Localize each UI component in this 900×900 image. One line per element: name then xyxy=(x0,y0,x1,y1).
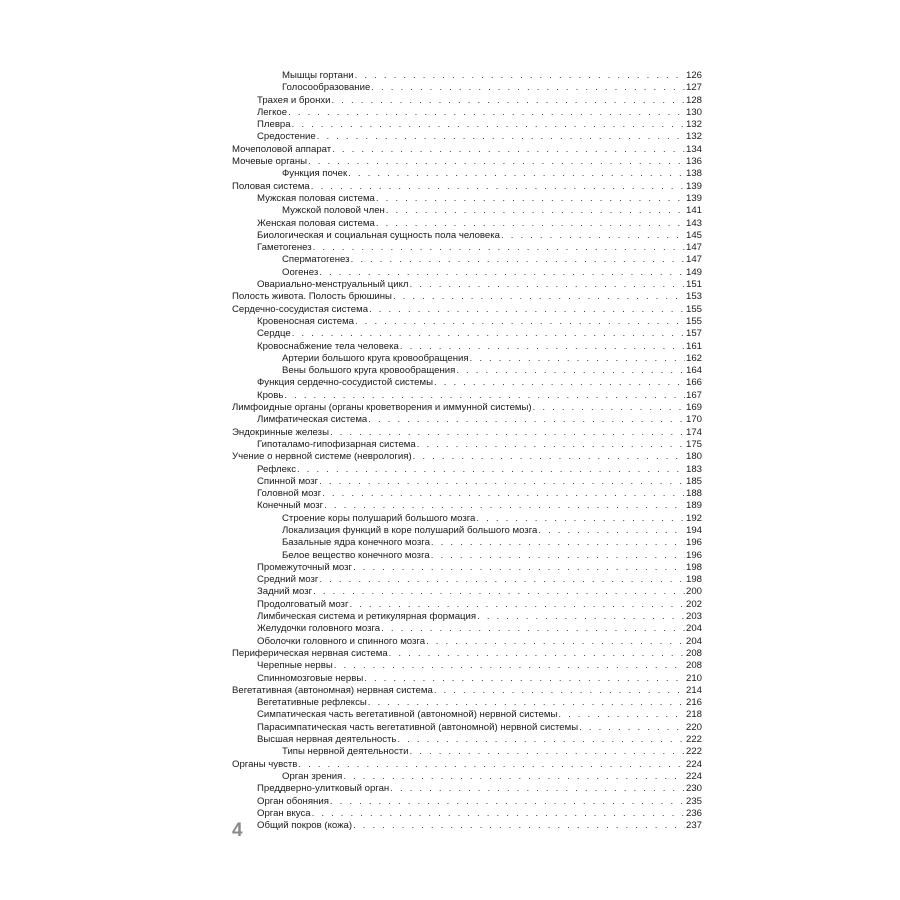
toc-dot-leader xyxy=(311,181,685,193)
toc-entry-title: Учение о нервной системе (неврология) xyxy=(232,451,412,463)
toc-entry-page: 162 xyxy=(685,352,702,364)
toc-entry-page: 180 xyxy=(685,451,702,463)
toc-entry-title: Мышцы гортани xyxy=(282,70,354,81)
toc-entry xyxy=(232,267,702,279)
toc-entry-title: Органы чувств xyxy=(232,758,298,770)
toc-entry xyxy=(232,279,702,291)
toc-entry-title: Плевра xyxy=(257,119,291,131)
toc-dot-leader xyxy=(351,254,685,266)
toc-entry-title: Оболочки головного и спинного мозга xyxy=(257,635,426,647)
toc-dot-leader xyxy=(533,402,685,414)
toc-entry-title: Конечный мозг xyxy=(257,500,324,512)
toc-entry-title: Полость живота. Полость брюшины xyxy=(232,291,392,303)
toc-entry-page: 183 xyxy=(685,463,702,475)
toc-entry-title: Спинномозговые нервы xyxy=(257,672,364,684)
toc-dot-leader xyxy=(355,316,685,328)
toc-entry-title: Орган обоняния xyxy=(257,795,329,807)
toc-entry-title: Черепные нервы xyxy=(257,660,333,672)
toc-entry xyxy=(232,230,702,242)
toc-entry-title: Задний мозг xyxy=(257,586,313,598)
toc-dot-leader xyxy=(476,513,685,525)
toc-entry-title: Кровеносная система xyxy=(257,315,355,327)
toc-dot-leader xyxy=(288,107,685,119)
toc-dot-leader xyxy=(389,648,685,660)
toc-entry-page: 188 xyxy=(685,488,702,500)
toc-dot-leader xyxy=(313,242,685,254)
toc-entry xyxy=(232,648,702,660)
toc-entry-title: Симпатическая часть вегетативной (автономной) нервной системы xyxy=(257,709,558,721)
toc-entry xyxy=(232,328,702,340)
toc-dot-leader xyxy=(349,599,685,611)
toc-dot-leader xyxy=(330,427,685,439)
toc-entry-title: Функция почек xyxy=(282,168,348,180)
toc-entry-title: Локализация функций в коре полушарий большого мозга xyxy=(282,524,538,536)
toc-dot-leader xyxy=(371,82,685,94)
toc-entry-title: Половая система xyxy=(232,180,310,192)
toc-entry-title: Сперматогенез xyxy=(282,254,350,266)
toc-dot-leader xyxy=(426,636,685,648)
toc-entry xyxy=(232,181,702,193)
toc-entry-page: 127 xyxy=(685,82,702,94)
toc-entry xyxy=(232,304,702,316)
toc-entry-title: Орган вкуса xyxy=(257,807,311,819)
toc-entry-title: Лимфоидные органы (органы кроветворения и иммунной системы) xyxy=(232,402,532,414)
toc-entry xyxy=(232,746,702,758)
toc-dot-leader xyxy=(538,525,685,537)
toc-dot-leader xyxy=(386,205,685,217)
toc-entry xyxy=(232,144,702,156)
toc-entry xyxy=(232,193,702,205)
toc-entry-page: 196 xyxy=(685,549,702,561)
toc-entry-page: 132 xyxy=(685,131,702,143)
toc-dot-leader xyxy=(308,156,685,168)
toc-entry-title: Парасимпатическая часть вегетативной (автономной) нервной системы xyxy=(257,721,579,733)
toc-entry-page: 138 xyxy=(685,168,702,180)
toc-entry-page: 194 xyxy=(685,524,702,536)
toc-dot-leader xyxy=(434,685,685,697)
toc-entry-page: 143 xyxy=(685,217,702,229)
page-number: 4 xyxy=(232,820,243,841)
toc-entry xyxy=(232,439,702,451)
toc-dot-leader xyxy=(368,697,685,709)
toc-entry-page: 218 xyxy=(685,709,702,721)
toc-dot-leader xyxy=(558,709,685,721)
toc-entry xyxy=(232,390,702,402)
toc-entry-page: 169 xyxy=(685,402,702,414)
toc-dot-leader xyxy=(381,623,685,635)
toc-entry xyxy=(232,796,702,808)
toc-dot-leader xyxy=(319,476,685,488)
toc-entry-title: Периферическая нервная система xyxy=(232,647,388,659)
toc-dot-leader xyxy=(317,131,685,143)
toc-entry-title: Промежуточный мозг xyxy=(257,561,353,573)
toc-dot-leader xyxy=(413,451,685,463)
toc-entry-title: Гипоталамо-гипофизарная система xyxy=(257,438,416,450)
toc-entry-page: 134 xyxy=(685,143,702,155)
toc-dot-leader xyxy=(456,365,685,377)
toc-entry-title: Общий покров (кожа) xyxy=(257,820,353,832)
toc-entry-page: 153 xyxy=(685,291,702,303)
toc-entry xyxy=(232,574,702,586)
toc-dot-leader xyxy=(397,734,685,746)
toc-dot-leader xyxy=(332,95,685,107)
toc-entry xyxy=(232,254,702,266)
toc-entry-page: 208 xyxy=(685,660,702,672)
toc-dot-leader xyxy=(393,291,685,303)
toc-entry xyxy=(232,82,702,94)
toc-entry-page: 200 xyxy=(685,586,702,598)
toc-entry-page: 132 xyxy=(685,119,702,131)
toc-entry-title: Эндокринные железы xyxy=(232,426,329,438)
toc-entry-title: Оогенез xyxy=(282,266,319,278)
toc-entry-title: Кровь xyxy=(257,389,284,401)
toc-dot-leader xyxy=(322,488,685,500)
toc-entry-page: 210 xyxy=(685,672,702,684)
toc-dot-leader xyxy=(330,796,685,808)
toc-dot-leader xyxy=(319,574,685,586)
toc-entry-title: Мочевые органы xyxy=(232,156,308,168)
toc-entry-title: Мочеполовой аппарат xyxy=(232,143,332,155)
toc-entry-page: 155 xyxy=(685,315,702,327)
toc-entry xyxy=(232,488,702,500)
toc-entry-title: Гаметогенез xyxy=(257,242,312,254)
toc-entry-title: Строение коры полушарий большого мозга xyxy=(282,512,476,524)
toc-entry-page: 130 xyxy=(685,106,702,118)
toc-dot-leader xyxy=(297,464,685,476)
toc-entry-page: 155 xyxy=(685,303,702,315)
toc-entry-page: 202 xyxy=(685,598,702,610)
toc-entry xyxy=(232,218,702,230)
toc-entry-page: 236 xyxy=(685,807,702,819)
table-of-contents xyxy=(232,70,702,832)
toc-entry-title: Биологическая и социальная сущность пола человека xyxy=(257,229,500,241)
toc-entry-title: Сердце xyxy=(257,328,291,340)
toc-entry xyxy=(232,119,702,131)
toc-entry xyxy=(232,550,702,562)
toc-dot-leader xyxy=(376,218,685,230)
toc-dot-leader xyxy=(470,353,685,365)
toc-entry xyxy=(232,808,702,820)
toc-entry-title: Мужская половая система xyxy=(257,192,375,204)
toc-entry-title: Функция сердечно-сосудистой системы xyxy=(257,377,433,389)
toc-entry-page: 208 xyxy=(685,647,702,659)
toc-entry xyxy=(232,168,702,180)
toc-entry-title: Базальные ядра конечного мозга xyxy=(282,537,430,549)
toc-entry-page: 164 xyxy=(685,365,702,377)
toc-entry-page: 203 xyxy=(685,611,702,623)
toc-entry-title: Преддверно-улитковый орган xyxy=(257,783,390,795)
toc-entry-page: 192 xyxy=(685,512,702,524)
toc-entry xyxy=(232,709,702,721)
toc-dot-leader xyxy=(319,267,685,279)
toc-entry xyxy=(232,365,702,377)
toc-entry-page: 224 xyxy=(685,770,702,782)
toc-entry-title: Трахея и бронхи xyxy=(257,94,331,106)
toc-entry xyxy=(232,476,702,488)
toc-entry-title: Белое вещество конечного мозга xyxy=(282,549,430,561)
toc-dot-leader xyxy=(313,586,685,598)
toc-dot-leader xyxy=(355,70,685,82)
toc-dot-leader xyxy=(501,230,685,242)
toc-entry xyxy=(232,562,702,574)
toc-entry xyxy=(232,131,702,143)
toc-entry-title: Средостение xyxy=(257,131,316,143)
toc-dot-leader xyxy=(292,328,685,340)
toc-entry xyxy=(232,783,702,795)
toc-entry-page: 139 xyxy=(685,192,702,204)
toc-entry xyxy=(232,513,702,525)
toc-entry-title: Спинной мозг xyxy=(257,475,319,487)
toc-entry-page: 198 xyxy=(685,561,702,573)
toc-entry-page: 204 xyxy=(685,623,702,635)
toc-dot-leader xyxy=(417,439,685,451)
toc-dot-leader xyxy=(410,279,685,291)
toc-dot-leader xyxy=(477,611,685,623)
toc-dot-leader xyxy=(353,562,685,574)
toc-entry xyxy=(232,377,702,389)
toc-entry-page: 141 xyxy=(685,205,702,217)
toc-entry-page: 151 xyxy=(685,279,702,291)
toc-entry-title: Высшая нервная деятельность xyxy=(257,734,397,746)
toc-dot-leader xyxy=(376,193,685,205)
toc-entry xyxy=(232,95,702,107)
toc-entry xyxy=(232,464,702,476)
toc-entry xyxy=(232,402,702,414)
toc-dot-leader xyxy=(369,304,685,316)
toc-entry xyxy=(232,685,702,697)
toc-dot-leader xyxy=(434,377,685,389)
toc-entry-title: Вены большого круга кровообращения xyxy=(282,365,456,377)
toc-dot-leader xyxy=(364,673,685,685)
toc-entry-title: Вегетативная (автономная) нервная система xyxy=(232,684,433,696)
toc-entry-title: Мужской половой член xyxy=(282,205,385,217)
toc-entry-title: Головной мозг xyxy=(257,488,322,500)
toc-entry xyxy=(232,316,702,328)
toc-entry xyxy=(232,599,702,611)
toc-entry-page: 230 xyxy=(685,783,702,795)
toc-entry xyxy=(232,722,702,734)
toc-entry-title: Овариально-менструальный цикл xyxy=(257,279,409,291)
toc-entry-title: Орган зрения xyxy=(282,770,343,782)
toc-entry xyxy=(232,820,702,832)
toc-entry xyxy=(232,623,702,635)
toc-entry xyxy=(232,611,702,623)
toc-entry-page: 126 xyxy=(685,70,702,81)
toc-entry-page: 174 xyxy=(685,426,702,438)
toc-entry-page: 216 xyxy=(685,697,702,709)
toc-entry xyxy=(232,537,702,549)
toc-entry xyxy=(232,427,702,439)
toc-entry xyxy=(232,697,702,709)
toc-entry-title: Женская половая система xyxy=(257,217,375,229)
toc-entry-page: 224 xyxy=(685,758,702,770)
toc-entry-page: 147 xyxy=(685,242,702,254)
toc-dot-leader xyxy=(431,550,685,562)
toc-entry xyxy=(232,673,702,685)
toc-entry-page: 237 xyxy=(685,820,702,832)
toc-entry xyxy=(232,771,702,783)
toc-dot-leader xyxy=(431,537,685,549)
toc-entry-title: Средний мозг xyxy=(257,574,319,586)
toc-entry-title: Артерии большого круга кровообращения xyxy=(282,352,469,364)
toc-entry xyxy=(232,759,702,771)
toc-dot-leader xyxy=(579,722,685,734)
toc-entry-title: Продолговатый мозг xyxy=(257,598,349,610)
toc-entry-page: 196 xyxy=(685,537,702,549)
toc-entry-title: Рефлекс xyxy=(257,463,297,475)
toc-entry-title: Лимфатическая система xyxy=(257,414,368,426)
toc-entry xyxy=(232,353,702,365)
toc-entry-page: 214 xyxy=(685,684,702,696)
toc-dot-leader xyxy=(334,660,685,672)
toc-entry xyxy=(232,70,702,82)
toc-entry-page: 145 xyxy=(685,229,702,241)
toc-dot-leader xyxy=(400,341,685,353)
toc-entry-page: 139 xyxy=(685,180,702,192)
toc-entry xyxy=(232,734,702,746)
toc-dot-leader xyxy=(390,783,685,795)
toc-dot-leader xyxy=(312,808,685,820)
toc-entry xyxy=(232,242,702,254)
toc-entry xyxy=(232,500,702,512)
toc-entry-page: 167 xyxy=(685,389,702,401)
toc-entry xyxy=(232,586,702,598)
toc-entry xyxy=(232,205,702,217)
toc-entry-page: 185 xyxy=(685,475,702,487)
toc-dot-leader xyxy=(353,820,685,832)
toc-entry-page: 175 xyxy=(685,438,702,450)
toc-entry xyxy=(232,414,702,426)
toc-dot-leader xyxy=(410,746,685,758)
toc-entry-page: 235 xyxy=(685,795,702,807)
toc-entry xyxy=(232,451,702,463)
toc-dot-leader xyxy=(368,414,685,426)
toc-entry-page: 166 xyxy=(685,377,702,389)
toc-entry-page: 147 xyxy=(685,254,702,266)
toc-entry-title: Желудочки головного мозга xyxy=(257,623,381,635)
toc-entry-title: Легкое xyxy=(257,106,288,118)
toc-dot-leader xyxy=(332,144,685,156)
toc-entry-page: 222 xyxy=(685,746,702,758)
toc-entry-page: 220 xyxy=(685,721,702,733)
toc-dot-leader xyxy=(348,168,685,180)
toc-entry-page: 161 xyxy=(685,340,702,352)
toc-entry-page: 189 xyxy=(685,500,702,512)
toc-entry-title: Вегетативные рефлексы xyxy=(257,697,367,709)
toc-dot-leader xyxy=(324,500,685,512)
toc-dot-leader xyxy=(284,390,685,402)
toc-entry-title: Лимбическая система и ретикулярная формация xyxy=(257,611,477,623)
toc-entry-page: 222 xyxy=(685,734,702,746)
toc-entry xyxy=(232,156,702,168)
toc-entry-page: 198 xyxy=(685,574,702,586)
toc-entry-page: 157 xyxy=(685,328,702,340)
toc-dot-leader xyxy=(343,771,685,783)
toc-entry xyxy=(232,636,702,648)
toc-entry-title: Голосообразование xyxy=(282,82,371,94)
toc-dot-leader xyxy=(298,759,685,771)
toc-entry-page: 149 xyxy=(685,266,702,278)
toc-entry-page: 128 xyxy=(685,94,702,106)
toc-entry-page: 204 xyxy=(685,635,702,647)
toc-entry xyxy=(232,107,702,119)
toc-entry-title: Сердечно-сосудистая система xyxy=(232,303,369,315)
toc-entry xyxy=(232,525,702,537)
toc-entry-title: Кровоснабжение тела человека xyxy=(257,340,399,352)
toc-entry xyxy=(232,341,702,353)
toc-entry xyxy=(232,291,702,303)
toc-entry-page: 170 xyxy=(685,414,702,426)
toc-dot-leader xyxy=(292,119,685,131)
toc-entry-title: Типы нервной деятельности xyxy=(282,746,409,758)
toc-entry xyxy=(232,660,702,672)
toc-entry-page: 136 xyxy=(685,156,702,168)
